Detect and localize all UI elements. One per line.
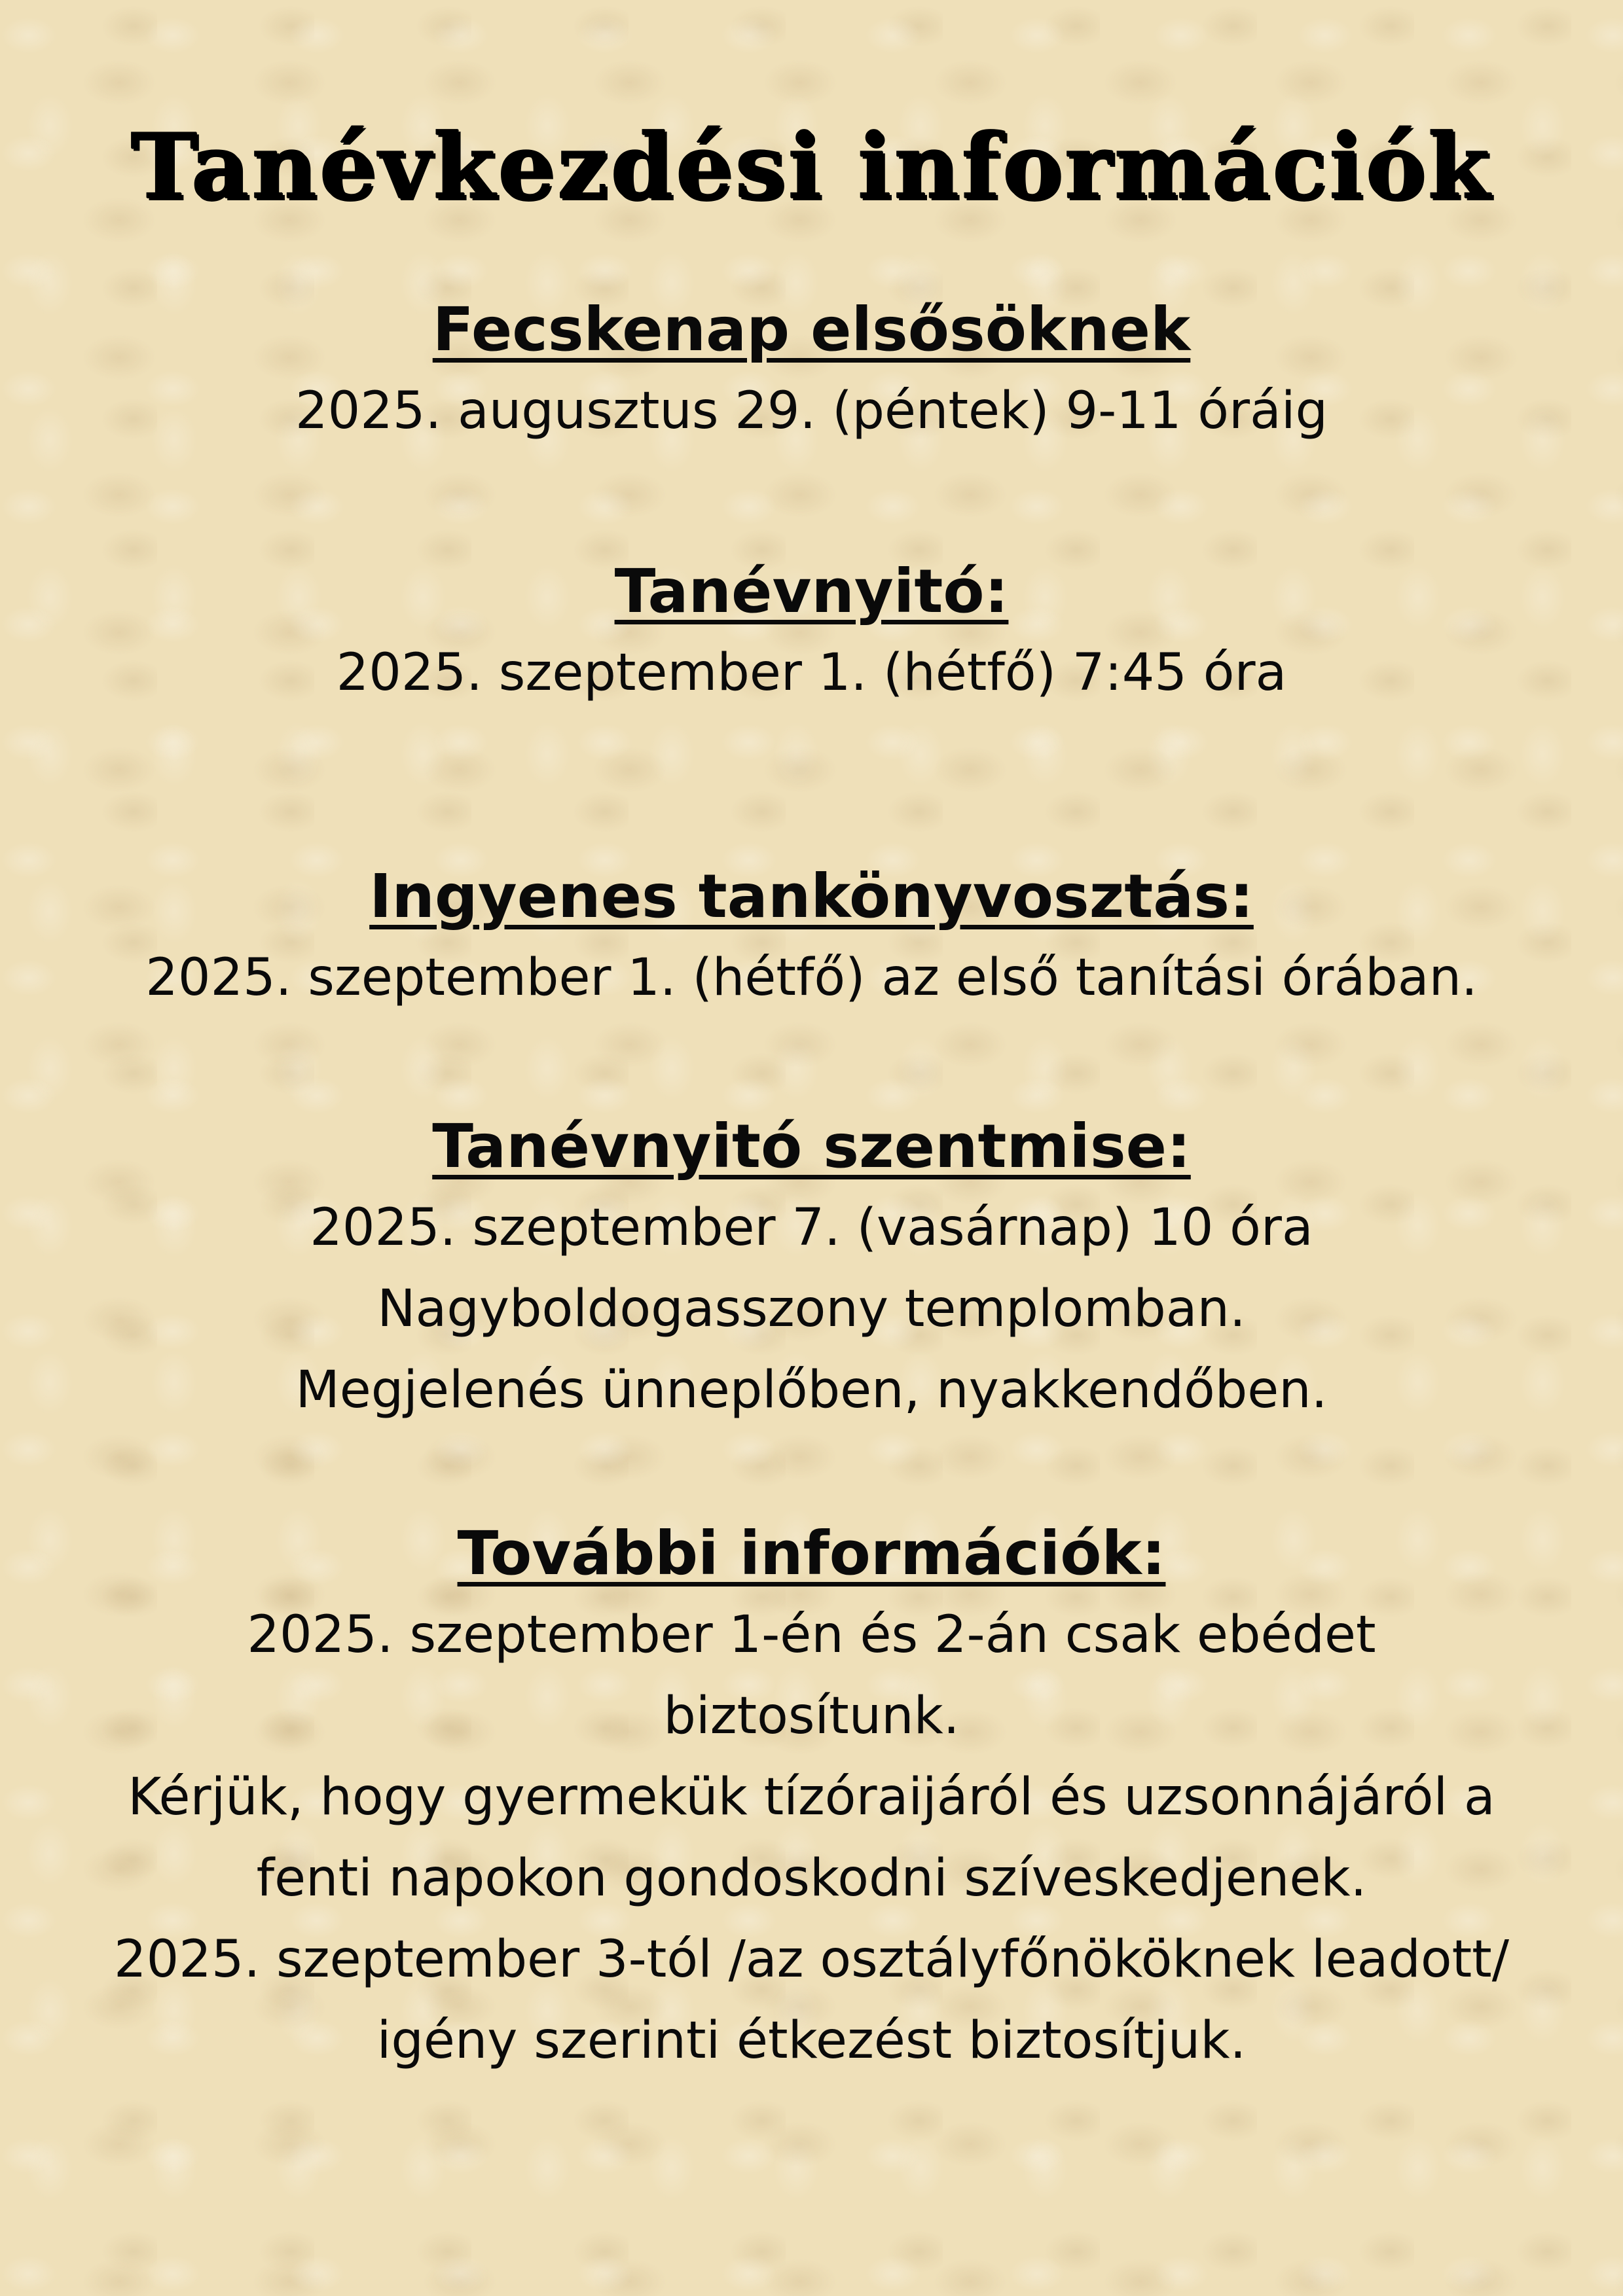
section-heading: Ingyenes tankönyvosztás: — [369, 861, 1254, 931]
section-line: fenti napokon gondoskodni szíveskedjenek. — [256, 1849, 1367, 1908]
section-heading: Tanévnyitó: — [614, 556, 1009, 626]
section-line: Kérjük, hogy gyermekük tízóraijáról és uzsonnájáról a — [128, 1768, 1495, 1827]
section-line: 2025. szeptember 1. (hétfő) 7:45 óra — [336, 643, 1287, 702]
section-line: 2025. szeptember 3-tól /az osztályfőnököknek leadott/ — [113, 1930, 1510, 1989]
section-line: Nagyboldogasszony templomban. — [377, 1280, 1246, 1338]
section-tovabbi-informaciok — [52, 1513, 1571, 2081]
section-szentmise — [52, 1106, 1571, 1431]
section-line: 2025. szeptember 7. (vasárnap) 10 óra — [310, 1198, 1313, 1257]
page-title: Tanévkezdési információk — [130, 113, 1493, 220]
section-heading: Tanévnyitó szentmise: — [432, 1111, 1191, 1181]
section-line: Megjelenés ünneplőben, nyakkendőben. — [295, 1361, 1328, 1420]
section-tanevnyito — [52, 551, 1571, 713]
section-heading: Fecskenap elsősöknek — [432, 295, 1191, 365]
section-line: 2025. szeptember 1-én és 2-án csak ebédet — [247, 1605, 1376, 1664]
section-heading: További információk: — [457, 1518, 1166, 1588]
section-fecskenap — [52, 289, 1571, 452]
section-tankonyvosztas — [52, 856, 1571, 1018]
section-line: 2025. szeptember 1. (hétfő) az első tanítási órában. — [145, 948, 1478, 1007]
section-line: biztosítunk. — [663, 1687, 960, 1746]
section-line: 2025. augusztus 29. (péntek) 9-11 óráig — [295, 382, 1328, 440]
section-line: igény szerinti étkezést biztosítjuk. — [376, 2011, 1247, 2070]
